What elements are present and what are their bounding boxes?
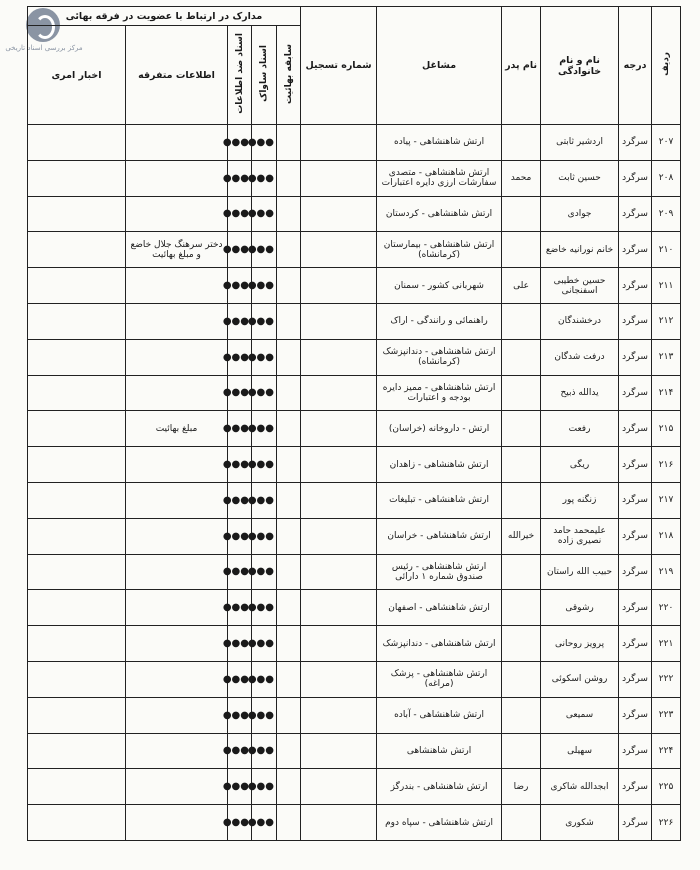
name-cell: سهیلی	[541, 733, 619, 769]
rank-cell: سرگرد	[619, 160, 652, 196]
orders-cell	[28, 268, 126, 304]
orders-cell	[28, 590, 126, 626]
row-no-cell: ۲۰۸	[652, 160, 681, 196]
doc-col1-cell	[277, 125, 301, 161]
table-row	[28, 805, 681, 841]
reg-no-cell	[301, 482, 377, 518]
job-cell: ارتش شاهنشاهی - سپاه دوم	[377, 805, 502, 841]
father-cell	[502, 805, 541, 841]
row-no-cell: ۲۲۰	[652, 590, 681, 626]
doc-col2-cell: ●●●	[252, 339, 277, 375]
orders-cell	[28, 160, 126, 196]
job-cell: ارتش شاهنشاهی - زاهدان	[377, 447, 502, 483]
rank-cell: سرگرد	[619, 268, 652, 304]
doc-col3-cell: ●●●	[228, 554, 252, 590]
doc-col3-cell: ●●●	[228, 626, 252, 662]
row-no-cell: ۲۱۸	[652, 518, 681, 554]
doc-col2-cell: ●●●	[252, 661, 277, 697]
job-cell: ارتش شاهنشاهی - بیمارستان (کرمانشاه)	[377, 232, 502, 268]
name-cell: زنگنه پور	[541, 482, 619, 518]
father-cell	[502, 626, 541, 662]
rank-cell: سرگرد	[619, 805, 652, 841]
orders-cell	[28, 626, 126, 662]
personnel-table	[27, 6, 681, 841]
doc-col2-cell: ●●●	[252, 232, 277, 268]
doc-col1-cell	[277, 554, 301, 590]
reg-no-cell	[301, 375, 377, 411]
rank-cell: سرگرد	[619, 232, 652, 268]
father-cell	[502, 447, 541, 483]
table-row	[28, 303, 681, 339]
orders-cell	[28, 769, 126, 805]
job-cell: ارتش شاهنشاهی - دندانپزشک (کرمانشاه)	[377, 339, 502, 375]
name-cell: علیمحمد حامد نصیری زاده	[541, 518, 619, 554]
orders-cell	[28, 661, 126, 697]
table-row	[28, 268, 681, 304]
job-cell: ارتش شاهنشاهی - دندانپزشک	[377, 626, 502, 662]
row-no-cell: ۲۱۷	[652, 482, 681, 518]
misc-cell	[126, 447, 228, 483]
doc-col1-cell	[277, 697, 301, 733]
row-no-cell: ۲۱۳	[652, 339, 681, 375]
orders-cell	[28, 805, 126, 841]
doc-col3-cell: ●●●	[228, 268, 252, 304]
reg-no-cell	[301, 232, 377, 268]
rank-cell: سرگرد	[619, 482, 652, 518]
job-cell: شهربانی کشور - سمنان	[377, 268, 502, 304]
doc-col1-cell	[277, 447, 301, 483]
doc-col3-cell: ●●●	[228, 518, 252, 554]
docs-group-header: مدارک در ارتباط با عضویت در فرقه بهائی	[28, 7, 301, 26]
name-cell: خانم نورانیه خاضع	[541, 232, 619, 268]
misc-cell	[126, 805, 228, 841]
father-cell	[502, 303, 541, 339]
job-cell: ارتش شاهنشاهی - متصدی سفارشات ارزی دایره اعتبارات	[377, 160, 502, 196]
father-cell	[502, 232, 541, 268]
orders-cell	[28, 303, 126, 339]
row-no-cell: ۲۲۲	[652, 661, 681, 697]
doc-col3-cell: ●●●	[228, 375, 252, 411]
misc-cell	[126, 697, 228, 733]
row-no-cell: ۲۱۹	[652, 554, 681, 590]
name-cell: درخشندگان	[541, 303, 619, 339]
father-cell: علی	[502, 268, 541, 304]
misc-cell	[126, 196, 228, 232]
table-row	[28, 590, 681, 626]
job-cell: ارتش شاهنشاهی - خراسان	[377, 518, 502, 554]
row-no-cell: ۲۲۴	[652, 733, 681, 769]
reg-no-cell	[301, 447, 377, 483]
doc-col3-cell: ●●●	[228, 769, 252, 805]
doc-col3-cell: ●●●	[228, 805, 252, 841]
job-cell: ارتش شاهنشاهی - آباده	[377, 697, 502, 733]
doc-col1-cell	[277, 626, 301, 662]
reg-no-cell	[301, 805, 377, 841]
doc-col3-cell: ●●●	[228, 339, 252, 375]
doc-col1-cell	[277, 196, 301, 232]
doc-col3-cell: ●●●	[228, 733, 252, 769]
misc-cell	[126, 160, 228, 196]
father-cell	[502, 125, 541, 161]
father-cell	[502, 554, 541, 590]
name-cell: اردشیر ثابتی	[541, 125, 619, 161]
rank-cell: سرگرد	[619, 518, 652, 554]
father-header: نام پدر	[502, 7, 541, 125]
row-no-cell: ۲۱۰	[652, 232, 681, 268]
row-no-cell: ۲۱۲	[652, 303, 681, 339]
father-cell	[502, 697, 541, 733]
name-cell: ابجدالله شاکری	[541, 769, 619, 805]
rank-cell: سرگرد	[619, 733, 652, 769]
name-cell: ریگی	[541, 447, 619, 483]
job-cell: ارتش - داروخانه (خراسان)	[377, 411, 502, 447]
doc-col2-cell: ●●●	[252, 626, 277, 662]
doc-col1-cell	[277, 769, 301, 805]
reg-no-cell	[301, 590, 377, 626]
orders-cell	[28, 125, 126, 161]
father-cell	[502, 590, 541, 626]
doc-col3-cell: ●●●	[228, 482, 252, 518]
table-row	[28, 661, 681, 697]
rank-cell: سرگرد	[619, 447, 652, 483]
father-cell	[502, 196, 541, 232]
reg-no-cell	[301, 661, 377, 697]
doc-col1-cell	[277, 232, 301, 268]
table-row	[28, 554, 681, 590]
misc-cell	[126, 554, 228, 590]
father-cell	[502, 661, 541, 697]
reg-no-cell	[301, 626, 377, 662]
row-no-cell: ۲۲۱	[652, 626, 681, 662]
doc-col1-cell	[277, 805, 301, 841]
doc-col3-cell: ●●●	[228, 697, 252, 733]
orders-cell	[28, 196, 126, 232]
father-cell: محمد	[502, 160, 541, 196]
doc-col2-cell: ●●●	[252, 196, 277, 232]
job-cell: ارتش شاهنشاهی - بندرگز	[377, 769, 502, 805]
reg-no-cell	[301, 554, 377, 590]
doc-col3-cell: ●●●	[228, 447, 252, 483]
doc-col2-cell: ●●●	[252, 554, 277, 590]
orders-cell	[28, 697, 126, 733]
table-row	[28, 196, 681, 232]
misc-cell: مبلغ بهائیت	[126, 411, 228, 447]
misc-cell	[126, 626, 228, 662]
doc-col1-cell	[277, 518, 301, 554]
orders-cell	[28, 339, 126, 375]
doc-col3-cell: ●●●	[228, 303, 252, 339]
orders-cell	[28, 482, 126, 518]
rank-cell: سرگرد	[619, 339, 652, 375]
doc-col1-cell	[277, 482, 301, 518]
row-no-header: ردیف	[652, 7, 681, 125]
misc-cell	[126, 482, 228, 518]
table-row	[28, 339, 681, 375]
table-row	[28, 769, 681, 805]
name-cell: حبیب الله راستان	[541, 554, 619, 590]
rank-header: درجه	[619, 7, 652, 125]
table-row	[28, 411, 681, 447]
table-row	[28, 518, 681, 554]
rank-cell: سرگرد	[619, 769, 652, 805]
doc-col2-cell: ●●●	[252, 482, 277, 518]
misc-cell	[126, 303, 228, 339]
job-cell: ارتش شاهنشاهی - رئیس صندوق شماره ۱ دارائی	[377, 554, 502, 590]
misc-cell	[126, 590, 228, 626]
doc-col1-cell	[277, 339, 301, 375]
doc-col2-cell: ●●●	[252, 518, 277, 554]
table-row	[28, 626, 681, 662]
name-cell: پرویز روحانی	[541, 626, 619, 662]
orders-cell	[28, 447, 126, 483]
doc-col1-cell	[277, 590, 301, 626]
job-cell: ارتش شاهنشاهی - پزشک (مراغه)	[377, 661, 502, 697]
name-cell: یدالله ذبیح	[541, 375, 619, 411]
orders-cell	[28, 554, 126, 590]
reg-no-cell	[301, 411, 377, 447]
table-row	[28, 125, 681, 161]
orders-header: اخبار امری	[28, 26, 126, 125]
name-header: نام و نام خانوادگی	[541, 7, 619, 125]
job-cell: ارتش شاهنشاهی - کردستان	[377, 196, 502, 232]
father-cell	[502, 375, 541, 411]
doc-col2-cell: ●●●	[252, 303, 277, 339]
orders-cell	[28, 518, 126, 554]
father-cell: رضا	[502, 769, 541, 805]
doc-col2-cell: ●●●	[252, 375, 277, 411]
reg-no-cell	[301, 733, 377, 769]
doc-col2-cell: ●●●	[252, 590, 277, 626]
doc-col2-cell: ●●●	[252, 769, 277, 805]
name-cell: جوادی	[541, 196, 619, 232]
misc-cell	[126, 268, 228, 304]
job-cell: ارتش شاهنشاهی	[377, 733, 502, 769]
name-cell: حسین ثابت	[541, 160, 619, 196]
doc-col1-cell	[277, 375, 301, 411]
father-cell	[502, 411, 541, 447]
doc-col2-cell: ●●●	[252, 160, 277, 196]
misc-cell	[126, 518, 228, 554]
father-cell	[502, 733, 541, 769]
table-row	[28, 160, 681, 196]
name-cell: شکوری	[541, 805, 619, 841]
orders-cell	[28, 375, 126, 411]
misc-cell	[126, 661, 228, 697]
row-no-cell: ۲۲۵	[652, 769, 681, 805]
misc-cell	[126, 339, 228, 375]
doc-col3-cell: ●●●	[228, 411, 252, 447]
name-cell: سمیعی	[541, 697, 619, 733]
reg-no-cell	[301, 268, 377, 304]
rank-cell: سرگرد	[619, 554, 652, 590]
reg-no-cell	[301, 303, 377, 339]
row-no-cell: ۲۱۵	[652, 411, 681, 447]
reg-no-cell	[301, 697, 377, 733]
reg-no-cell	[301, 196, 377, 232]
name-cell: رفعت	[541, 411, 619, 447]
row-no-cell: ۲۰۹	[652, 196, 681, 232]
doc-col3-cell: ●●●	[228, 125, 252, 161]
logo-text: مرکز بررسی اسناد تاریخی	[5, 44, 83, 52]
doc-col1-cell	[277, 303, 301, 339]
doc-col2-header: اسناد ساواک	[252, 26, 277, 125]
doc-col1-cell	[277, 268, 301, 304]
reg-no-cell	[301, 160, 377, 196]
rank-cell: سرگرد	[619, 125, 652, 161]
reg-no-cell	[301, 518, 377, 554]
misc-header: اطلاعات متفرقه	[126, 26, 228, 125]
reg-no-cell	[301, 125, 377, 161]
reg-no-cell	[301, 339, 377, 375]
rank-cell: سرگرد	[619, 196, 652, 232]
row-no-cell: ۲۱۶	[652, 447, 681, 483]
rank-cell: سرگرد	[619, 590, 652, 626]
misc-cell	[126, 375, 228, 411]
misc-cell: دختر سرهنگ جلال خاضع و مبلغ بهائیت	[126, 232, 228, 268]
orders-cell	[28, 411, 126, 447]
doc-col3-cell: ●●●	[228, 590, 252, 626]
job-cell: ارتش شاهنشاهی - تبلیغات	[377, 482, 502, 518]
row-no-cell: ۲۲۶	[652, 805, 681, 841]
table-body	[28, 125, 681, 841]
rank-cell: سرگرد	[619, 375, 652, 411]
doc-col1-cell	[277, 160, 301, 196]
table-row	[28, 232, 681, 268]
table-row	[28, 482, 681, 518]
rank-cell: سرگرد	[619, 303, 652, 339]
doc-col1-header: سابقه بهائیت	[277, 26, 301, 125]
orders-cell	[28, 733, 126, 769]
row-no-cell: ۲۱۱	[652, 268, 681, 304]
doc-col1-cell	[277, 411, 301, 447]
table-row	[28, 375, 681, 411]
misc-cell	[126, 125, 228, 161]
reg-no-header: شماره تسجیل	[301, 7, 377, 125]
misc-cell	[126, 733, 228, 769]
doc-col2-cell: ●●●	[252, 733, 277, 769]
reg-no-cell	[301, 769, 377, 805]
job-header: مشاغل	[377, 7, 502, 125]
father-cell	[502, 482, 541, 518]
orders-cell	[28, 232, 126, 268]
doc-col3-cell: ●●●	[228, 196, 252, 232]
table-row	[28, 447, 681, 483]
table-row	[28, 733, 681, 769]
father-cell	[502, 339, 541, 375]
father-cell: خیرالله	[502, 518, 541, 554]
table-row	[28, 697, 681, 733]
doc-col3-cell: ●●●	[228, 661, 252, 697]
job-cell: ارتش شاهنشاهی - اصفهان	[377, 590, 502, 626]
doc-col3-cell: ●●●	[228, 232, 252, 268]
rank-cell: سرگرد	[619, 626, 652, 662]
misc-cell	[126, 769, 228, 805]
doc-col2-cell: ●●●	[252, 697, 277, 733]
doc-col2-cell: ●●●	[252, 447, 277, 483]
rank-cell: سرگرد	[619, 661, 652, 697]
row-no-cell: ۲۰۷	[652, 125, 681, 161]
row-no-cell: ۲۲۳	[652, 697, 681, 733]
doc-col2-cell: ●●●	[252, 268, 277, 304]
rank-cell: سرگرد	[619, 411, 652, 447]
name-cell: روشن اسکوئی	[541, 661, 619, 697]
job-cell: راهنمائی و رانندگی - اراک	[377, 303, 502, 339]
row-no-cell: ۲۱۴	[652, 375, 681, 411]
doc-col3-cell: ●●●	[228, 160, 252, 196]
name-cell: درفت شدگان	[541, 339, 619, 375]
name-cell: رشوقی	[541, 590, 619, 626]
rank-cell: سرگرد	[619, 697, 652, 733]
job-cell: ارتش شاهنشاهی - پیاده	[377, 125, 502, 161]
doc-col3-header: اسناد ضد اطلاعات	[228, 26, 252, 125]
doc-col2-cell: ●●●	[252, 411, 277, 447]
doc-col1-cell	[277, 733, 301, 769]
name-cell: حسین خطیبی اسفنجانی	[541, 268, 619, 304]
doc-col2-cell: ●●●	[252, 125, 277, 161]
doc-col2-cell: ●●●	[252, 805, 277, 841]
doc-col1-cell	[277, 661, 301, 697]
job-cell: ارتش شاهنشاهی - ممیز دایره بودجه و اعتبارات	[377, 375, 502, 411]
